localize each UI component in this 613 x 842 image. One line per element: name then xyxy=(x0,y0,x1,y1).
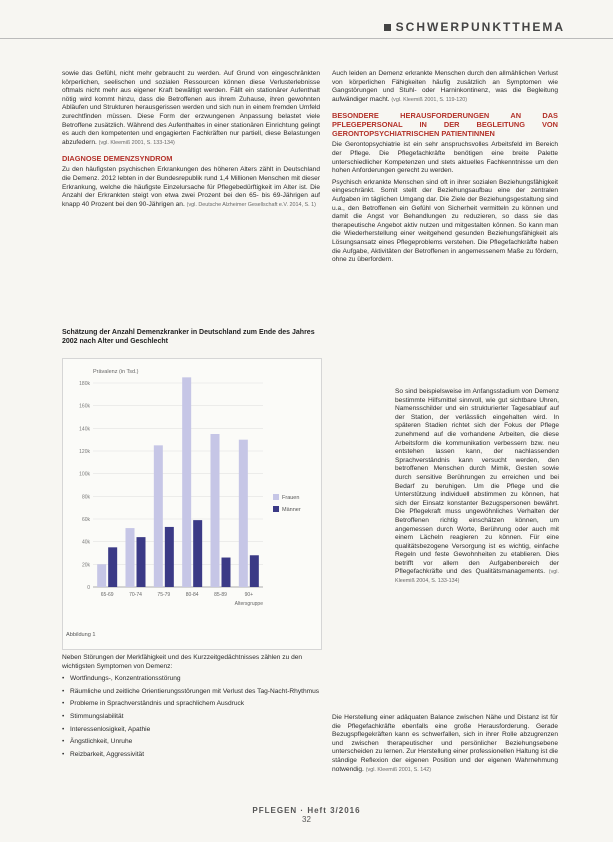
right-bottom-paragraph xyxy=(395,388,559,586)
legend-swatch xyxy=(273,506,279,512)
bar-frauen xyxy=(154,445,163,587)
left-intro-paragraph xyxy=(62,70,320,147)
symptom-list xyxy=(62,675,320,759)
section2-heading: BESONDERE HERAUSFORDERUNGEN AN DAS PFLEGEPERSONAL IN DER BEGLEITUNG VON GERONTOPSYCHIATRISCHEN PATIENTINNEN xyxy=(332,111,558,139)
right-bottom-column xyxy=(395,388,559,589)
section1-cite: (vgl. Deutsche Alzheimer Gesellschaft e.V. 2014, S. 1) xyxy=(186,201,316,208)
section-label: SCHWERPUNKTTHEMA xyxy=(384,20,565,34)
x-tick-label: 65-69 xyxy=(100,592,114,598)
right-intro-cite: (vgl. Kleemiß 2001, S. 119-120) xyxy=(391,96,468,103)
legend-label: Männer xyxy=(282,507,301,513)
symptom-item: • Interessenlosigkeit, Apathie xyxy=(62,726,320,735)
left-intro-text: sowie das Gefühl, nicht mehr gebraucht zu werden. Auf Grund von eingeschränkten körperlichen, seelischen und sozialen Ressourcen können diese Verlusterlebnisse oftmals nicht mehr aus eigener Kraft bewältigt werden. Fällt ein stationärer Aufenthalt nötig wird kommt hinzu, dass die Betroffenen aus ihrem Zuhause, ihren gewohnten Abläufen und Strukturen herausgerissen werden und sich nun in einem fremden Umfeld zurechtfinden müssen. Diese Form der erzwungenen Anpassung belastet viele Betroffene zusätzlich. Während des Aufenthaltes in einer stationären Einrichtung gelingt es auch den kompetenten und engagierten Fachkräften nur partiell, diese Belastungen abzufedern. xyxy=(62,70,320,146)
bar-maenner xyxy=(222,558,231,587)
y-tick-label: 60k xyxy=(81,517,90,523)
y-tick-label: 0 xyxy=(87,585,90,591)
symptom-item: • Probleme in Sprachverständnis und sprachlichem Ausdruck xyxy=(62,700,320,709)
right-intro-paragraph xyxy=(332,70,558,104)
figure-caption: Abbildung 1 xyxy=(66,632,96,638)
bar-frauen xyxy=(182,377,191,587)
section1-text: Zu den häufigsten psychischen Erkrankungen des höheren Alters zählt in Deutschland die Demenz. 2012 lebten in der Bundesrepublik rund 1,4 Millionen Menschen mit dieser Erkrankung, welche die häufigste Einzelursache für Pflegebedürftigkeit im Alter ist. Die Anzahl der Erkrankten steigt von etwa zwei Prozent bei den 65- bis 69-Jährigen auf knapp 40 Prozent bei den 90-Jährigen an. xyxy=(62,166,320,208)
bar-maenner xyxy=(250,555,259,587)
symptom-item: • Ängstlichkeit, Unruhe xyxy=(62,738,320,747)
section2-text2: Psychisch erkrankte Menschen sind oft in ihrer sozialen Beziehungsfähigkeit eingeschränkt. Somit stellt der Beziehungsaufbau eine der zentralen Aufgaben im täglichen Umgang dar. Die Ziele der Beziehungsgestaltung sind u.a., den Betroffenen ein Gefühl von Sicherheit vermitteln zu können und damit die Angst vor Behandlungen zu reduzieren, so dass sie das therapeutische Angebot aktiv nutzen und mitgestalten können. So kann man die Wiederherstellung einer weitgehend gesunden Beziehungsfähigkeit als Lösungsansatz eines Pflegeproblems verstehen. Die Pflegefachkräfte haben die Aufgabe, Aktivitäten der Betroffenen in angemessenem Maße zu fördern, ohne zu überfordern. xyxy=(332,178,558,264)
right-bottom2-paragraph xyxy=(332,714,558,774)
y-tick-label: 40k xyxy=(81,539,90,546)
bar-maenner xyxy=(108,547,117,587)
symptom-item: • Wortfindungs-, Konzentrationsstörung xyxy=(62,675,320,684)
list-intro-text: Neben Störungen der Merkfähigkeit und des Kurzzeitgedächtnisses zählen zu den wichtigsten Symptomen von Demenz: xyxy=(62,654,303,670)
chart-figure xyxy=(62,358,322,650)
x-tick-label: 80-84 xyxy=(185,592,199,598)
section2-text1: Die Gerontopsychiatrie ist ein sehr anspruchsvolles Arbeitsfeld im Bereich der Pflege. Die Pflegefachkräfte benötigen eine breite Palette unterschiedlicher Kompetenzen und stets aktuelles Fachkenntnisse um den hohen Anforderungen gerecht zu werden. xyxy=(332,141,558,175)
y-tick-label: 100k xyxy=(79,471,90,478)
bar-frauen xyxy=(126,528,135,587)
symptom-item: • Räumliche und zeitliche Orientierungsstörungen mit Verlust des Tag-Nacht-Rhythmus xyxy=(62,688,320,697)
legend-label: Frauen xyxy=(282,495,300,501)
y-tick-label: 160k xyxy=(79,403,90,410)
right-bottom2-column xyxy=(332,714,558,777)
x-tick-label: 75-79 xyxy=(157,592,171,598)
bar-frauen xyxy=(239,440,248,587)
symptom-list-block xyxy=(62,654,320,763)
right-bottom2-cite: (vgl. Kleemiß 2001, S. 142) xyxy=(365,766,432,773)
y-tick-label: 20k xyxy=(81,562,90,569)
right-column xyxy=(332,70,558,268)
legend-swatch xyxy=(273,494,279,500)
y-tick-label: 120k xyxy=(79,449,90,455)
bar-frauen xyxy=(97,564,106,587)
page-footer xyxy=(0,806,613,824)
y-tick-label: 80k xyxy=(81,494,90,501)
page-number: 32 xyxy=(302,815,311,824)
y-axis-label: Prävalenz (in Tsd.) xyxy=(93,369,139,375)
x-tick-label: 85-89 xyxy=(214,592,227,598)
right-bottom-text: So sind beispielsweise im Anfangsstadium von Demenz bestimmte Hilfsmittel sinnvoll, wie gut sichtbare Uhren, Namensschilder und ein strukturierter Tagesablauf auf der Station, der verlässlich eingehalten wird. In späteren Stadien richtet sich der Fokus der Pflege zunehmend auf die vorhandene Arbeiten, die diese Arbeitsform die kommunikation verbessern bzw. neu entstehen lassen kann, der nachlassenden Sprachverständnis kann versucht werden, den betroffenen Menschen durch Mimik, Gesten sowie durch sensitive Berührungen zu erreichen und bei Bedarf zu beruhigen. Um die Pflege und die Unterstützung individuell abstimmen zu können, hat sich der Einsatz konstanter Bezugspersonen bewährt. Die Pflegekraft muss ungewöhnliches Verhalten der Betroffenen richtig einschätzen können, um angemessen durch Worte, Berührung oder auch mit einem Lächeln reagieren zu können. Für eine qualitätsbezogene Versorgung ist es wichtig, einfache Regeln und feste Gewohnheiten zu etablieren. Dies betrifft vor allem den Aufgabenbereich der Pflegefachkräfte und des Qualitätsmanagements. xyxy=(395,388,559,576)
bar-maenner xyxy=(165,527,174,587)
chart-svg xyxy=(63,359,321,629)
right-bottom-cite: (vgl. Kleemiß 2004, S. 133-134) xyxy=(395,569,559,585)
x-axis-label: Altersgruppe xyxy=(234,601,263,607)
right-bottom2-text: Die Herstellung einer adäquaten Balance zwischen Nähe und Distanz ist für die Pflegefachkräfte ebenfalls eine große Herausforderung. Gerade Bezugspflegekräften kann es schwerfallen, sich in ihrer Rolle abzugrenzen und zwischen therapeutischer und persönlicher Beziehungsebene unterscheiden zu lernen. Zur Herstellung einer professionellen Haltung ist die ständige Reflexion der eigenen Position und der eigenen Wahrnehmung notwendig. xyxy=(332,714,558,773)
chart-title: Schätzung der Anzahl Demenzkranker in Deutschland zum Ende des Jahres 2002 nach Alter und Geschlecht xyxy=(62,329,315,345)
right-intro-text: Auch leiden an Demenz erkrankte Menschen durch den allmählichen Verlust von körperlichen Fähigkeiten häufig zusätzlich an Symptomen wie Gangstörungen und Stuhl- oder Harninkontinenz, was die Begleitung aufwändiger macht. xyxy=(332,70,558,103)
x-tick-label: 70-74 xyxy=(129,592,142,598)
section1-heading: DIAGNOSE DEMENZSYNDROM xyxy=(62,154,173,164)
y-tick-label: 140k xyxy=(79,426,90,433)
y-tick-label: 180k xyxy=(79,381,90,387)
left-intro-cite: (vgl. Kleemiß 2001, S. 133-134) xyxy=(98,139,175,146)
section1-paragraph xyxy=(62,166,320,209)
symptom-item: • Stimmungslabilität xyxy=(62,713,320,722)
footer-journal: PFLEGEN · Heft 3/2016 xyxy=(252,806,361,815)
x-tick-label: 90+ xyxy=(244,592,254,598)
left-column xyxy=(62,70,320,212)
bar-frauen xyxy=(211,434,220,587)
bar-maenner xyxy=(193,520,202,587)
symptom-item: • Reizbarkeit, Aggressivität xyxy=(62,751,320,760)
bar-maenner xyxy=(137,537,146,587)
header-bar xyxy=(0,18,613,39)
